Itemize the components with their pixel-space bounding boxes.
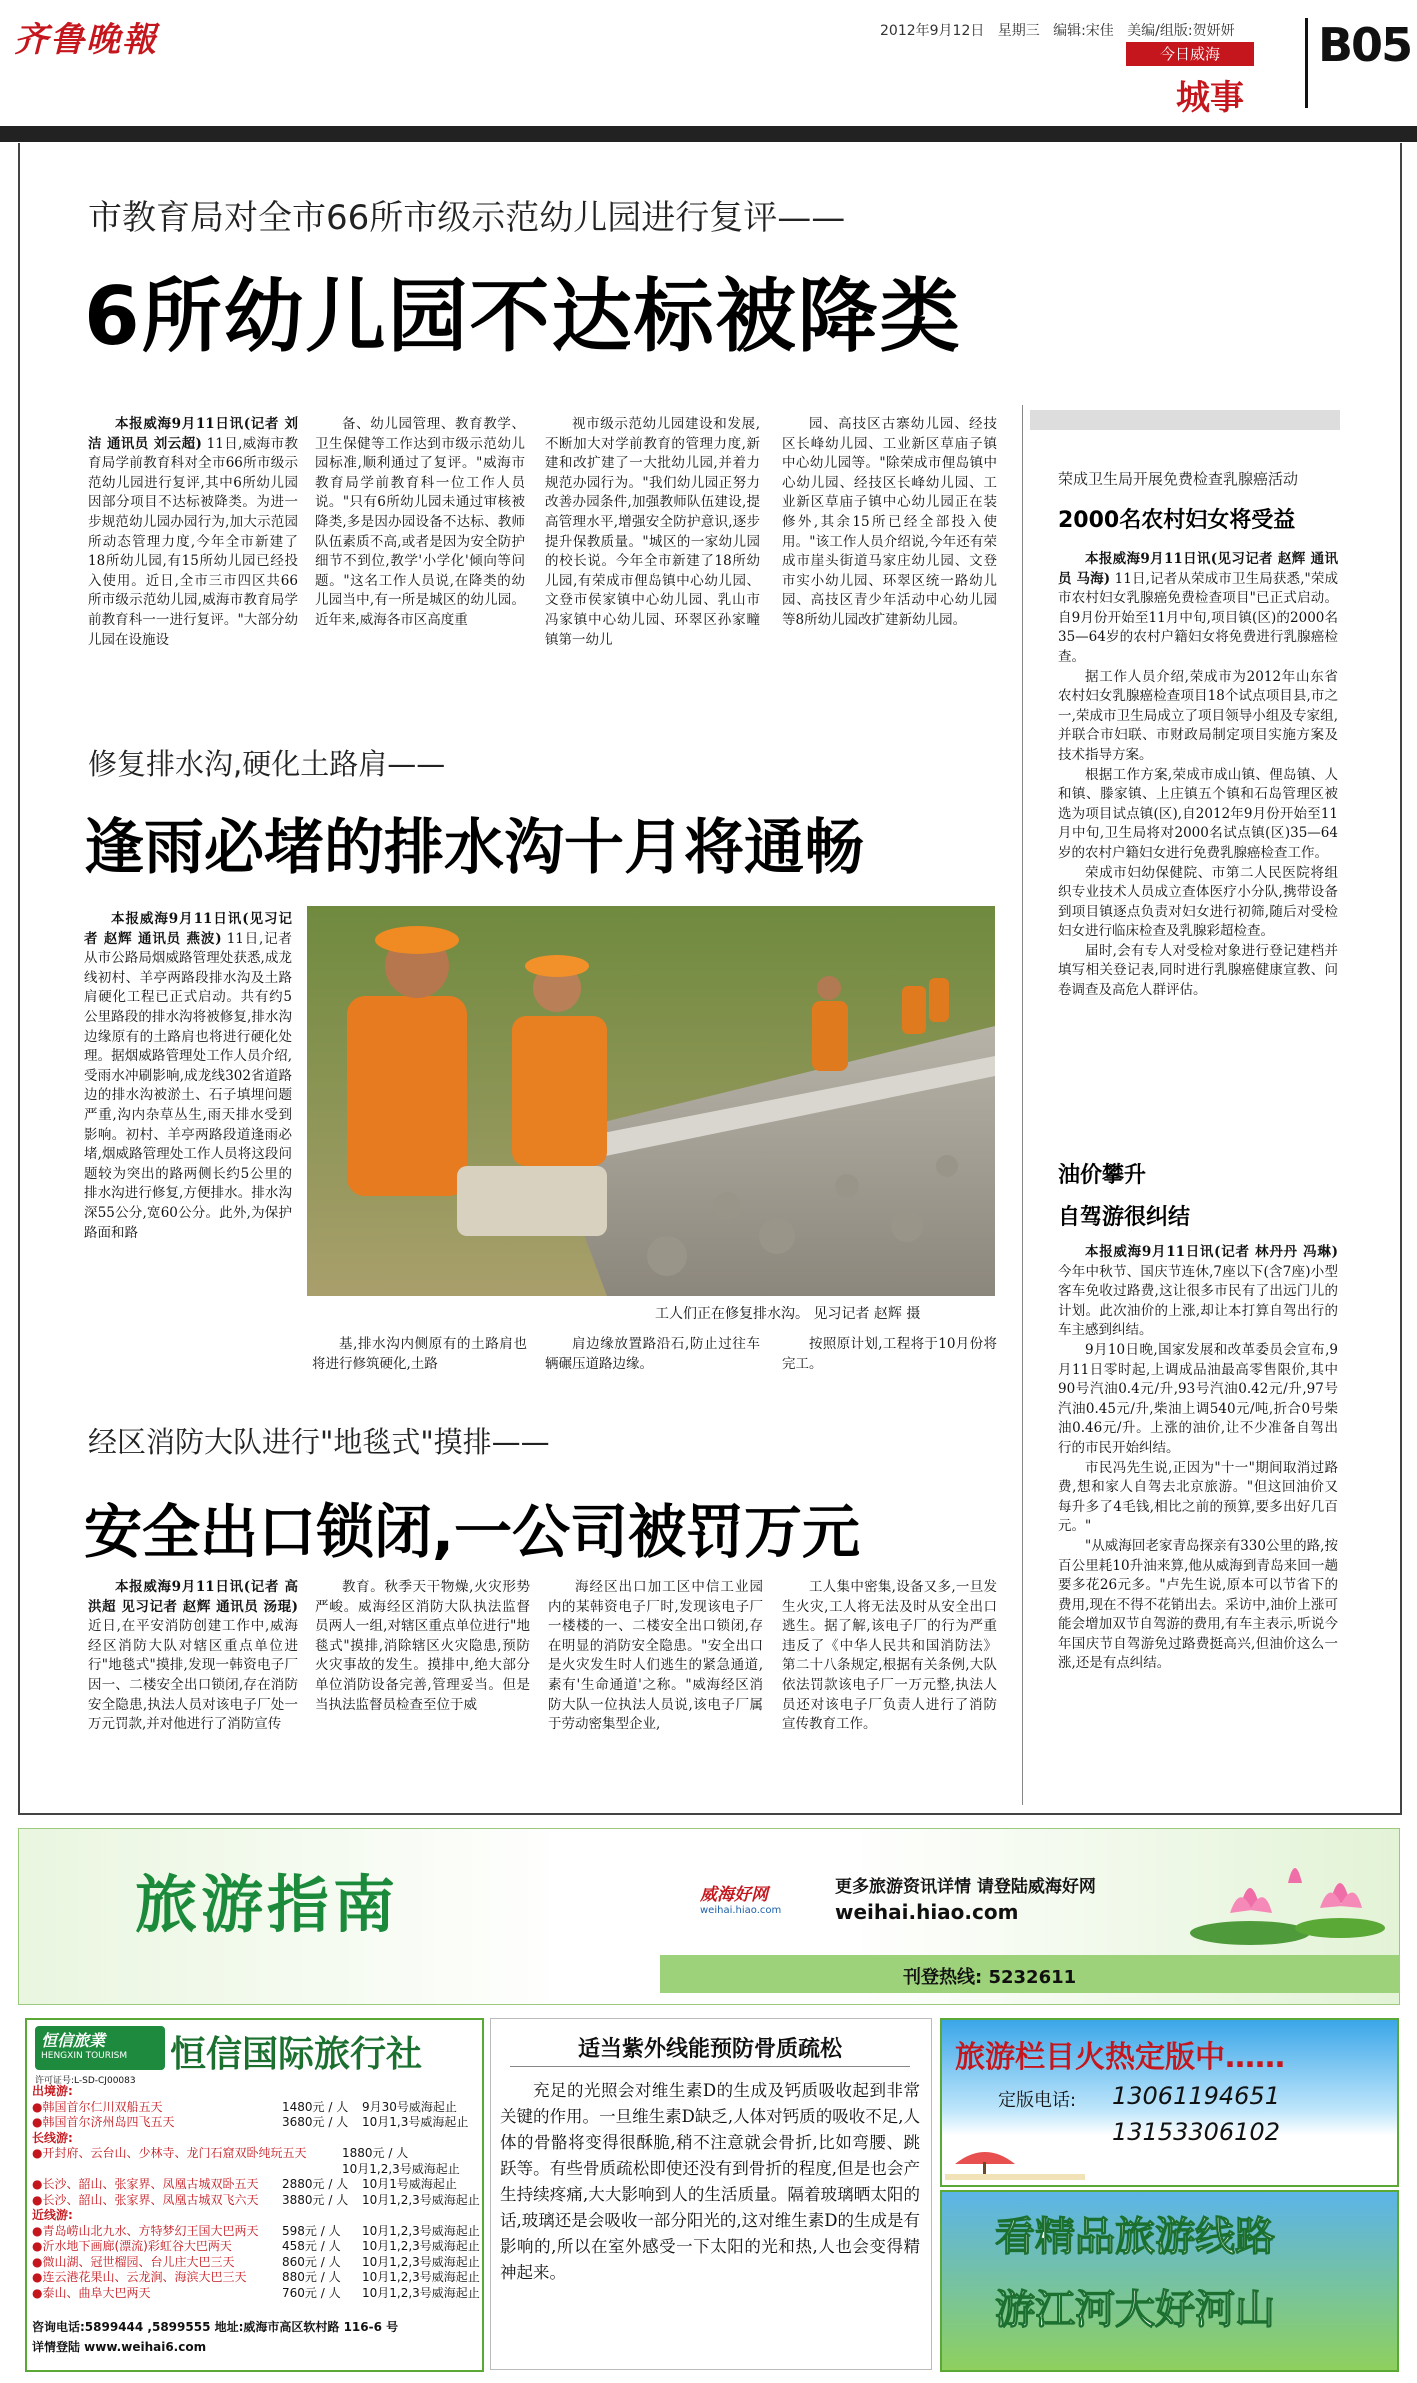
long-label: 长线游: [32, 2130, 73, 2145]
route-price: 1880元 / 人 [342, 2146, 409, 2160]
sidebar-header-bar [1030, 410, 1340, 430]
story3-col1 [88, 1578, 298, 1803]
route-name: ●连云港花果山、云龙涧、海滨大巴三天 [32, 2270, 247, 2284]
oil-byline: 本报威海9月11日讯(记者 林丹丹 冯琳) [1085, 1244, 1338, 1260]
story3-text-1: 近日,在平安消防创建工作中,威海经区消防大队对辖区重点单位进行"地毯式"摸排,发现一韩资电子厂因一、二楼安全出口锁闭,存在消防安全隐患,执法人员对该电子厂处一万元罚款,并对他进行了消防宣传 [88, 1618, 298, 1733]
story1-headline: 6所幼儿园不达标被降类 [84, 270, 962, 363]
sidebar-divider [1022, 405, 1023, 1805]
oil-para-3: 市民冯先生说,正因为"十一"期间取消过路费,想和家人自驾去北京旅游。"但这回油价又每升多了4毛钱,相比之前的预算,要多出好几百元。" [1058, 1459, 1338, 1535]
promo-phone-1[interactable]: 13061194651 [1112, 2082, 1280, 2110]
hotline [903, 1963, 1076, 1989]
story2-col1 [84, 910, 292, 1390]
health-title: 适当紫外线能预防骨质疏松 [577, 2037, 842, 2062]
site-logo-sub: weihai.hiao.com [700, 1905, 782, 1916]
beach-decoration [945, 2140, 1085, 2180]
story3-text-4: 工人集中密集,设备又多,一旦发生火灾,工人将无法及时从安全出口逃生。据了解,该电子厂的行为严重违反了《中华人民共和国消防法》第二十八条规定,根据有关条例,大队依法罚款该电子厂一万元整,执法人员还对该电子厂负责人进行了消防宣传教育工作。 [782, 1579, 997, 1733]
oil-headline-2: 自驾游很纠结 [1058, 1205, 1191, 1230]
site-logo [700, 1880, 812, 1922]
health-body [500, 2078, 920, 2363]
route-note: 9月30号威海起止 [362, 2099, 457, 2114]
health-title-rule [510, 2066, 910, 2067]
editor-credit: 编辑:宋佳 [1053, 23, 1114, 39]
health-text: 充足的光照会对维生素D的生成及钙质吸收起到非常关键的作用。一旦维生素D缺乏,人体对钙质的吸收不足,人体的骨骼将变得很酥脆,稍不注意就会骨折,比如弯腰、跳跃等。有些骨质疏松即使还没有到骨折的程度,但是也会产生持续疼痛,大大影响到人的生活质量。隔着玻璃晒太阳的话,玻璃还是会吸收一部分阳光的,这对维生素D的生成是有影响的,所以在室外感受一下太阳的光和热,人也会变得精神起来。 [500, 2081, 920, 2282]
section-title: 城事 [1176, 78, 1244, 118]
route-price: 2880元 / 人 [282, 2177, 349, 2191]
story3-kicker: 经区消防大队进行"地毯式"摸排—— [88, 1425, 550, 1459]
header-rule [0, 126, 1417, 142]
sidebar-kicker: 荣成卫生局开展免费检查乳腺癌活动 [1058, 470, 1299, 488]
route-name: ●长沙、韶山、张家界、凤凰古城双飞六天 [32, 2192, 259, 2207]
route-name: ●韩国首尔仁川双船五天 [32, 2099, 163, 2114]
route-row [32, 2192, 480, 2209]
route-price: 860元 / 人 [282, 2254, 341, 2269]
route-row [32, 2100, 476, 2116]
hengxin-routes [32, 2084, 480, 2301]
hengxin-logo-en: HENGXIN TOURISM [41, 2051, 128, 2061]
sidebar-para-3: 根据工作方案,荣成市成山镇、俚岛镇、人和镇、滕家镇、上庄镇五个镇和石岛管理区被选为项目试点镇(区),自2012年9月份开始至11月中旬,卫生局将对2000名试点镇(区)35—64岁的农村户籍妇女进行免费乳腺癌检查工作。 [1058, 766, 1338, 861]
hengxin-website[interactable]: 详情登陆 www.weihai6.com [32, 2340, 207, 2354]
route-name: ●微山湖、冠世榴园、台儿庄大巴三天 [32, 2254, 235, 2269]
route-name: ●长沙、韶山、张家界、凤凰古城双卧五天 [32, 2177, 259, 2191]
route-row [32, 2239, 480, 2255]
site-logo-name: 威海好网 [700, 1885, 768, 1905]
hengxin-name: 恒信国际旅行社 [170, 2034, 423, 2075]
story1-col1 [88, 415, 298, 700]
photo-caption: 工人们正在修复排水沟。 见习记者 赵辉 摄 [655, 1306, 921, 1322]
story2-headline: 逢雨必堵的排水沟十月将通畅 [84, 813, 864, 883]
issue-info [880, 20, 1235, 40]
route-row [32, 2146, 476, 2162]
story2-bottom-text-2: 肩边缘放置路沿石,防止过往车辆碾压道路边缘。 [545, 1336, 760, 1372]
route-note: 10月1,3号威海起止 [362, 2115, 469, 2129]
story3-col2 [315, 1578, 530, 1803]
hotline-label: 刊登热线: [903, 1967, 983, 1988]
route-name: ●开封府、云台山、少林寺、龙门石窟双卧纯玩五天 [32, 2146, 307, 2160]
route-row [32, 2177, 476, 2193]
story1-kicker: 市教育局对全市66所市级示范幼儿园进行复评—— [88, 198, 846, 238]
promo-line-2: 游江河大好河山 [995, 2287, 1275, 2333]
outbound-label: 出境游: [32, 2084, 73, 2098]
sidebar-headline: 2000名农村妇女将受益 [1058, 508, 1296, 533]
story3-text-3: 海经区出口加工区中信工业园内的某韩资电子厂时,发现该电子厂一楼楼的一、二楼安全出口锁闭,存在明显的消防安全隐患。"安全出口是火灾发生时人们逃生的紧急通道,素有'生命通道'之称。"威海经区消防大队一位执法人员说,该电子厂属于劳动密集型企业, [548, 1579, 763, 1733]
story1-col3 [545, 415, 760, 700]
route-row [32, 2223, 480, 2240]
drainage-repair-photo [307, 906, 995, 1296]
route-row [32, 2285, 480, 2302]
page-number: B05 [1318, 18, 1412, 72]
route-note: 10月1,2,3号威海起止 [362, 2254, 480, 2269]
story2-byline: 本报威海9月11日讯(见习记者 赵辉 通讯员 燕波) [84, 911, 292, 947]
umbrella-icon [945, 2140, 1085, 2180]
promo-phone-label: 定版电话: [998, 2090, 1077, 2111]
route-row [32, 2270, 480, 2286]
story3-text-2: 教育。秋季天干物燥,火灾形势严峻。威海经区消防大队执法监督员两人一组,对辖区重点单位进行"地毯式"摸排,消除辖区火灾隐患,预防火灾事故的发生。摸排中,绝大部分单位消防设备完善,管理妥当。但是当执法监督员检查至位于威 [315, 1579, 530, 1713]
route-name: ●韩国首尔济州岛四飞五天 [32, 2115, 175, 2129]
travel-slogan: 更多旅游资讯详情 请登陆威海好网 [835, 1877, 1096, 1897]
story1-col4 [782, 415, 997, 700]
story2-bottom-text-3: 按照原计划,工程将于10月份将完工。 [782, 1336, 997, 1372]
route-name: ●青岛崂山北九水、方特梦幻王国大巴两天 [32, 2223, 259, 2238]
story2-bottom-2 [545, 1335, 760, 1385]
story3-headline: 安全出口锁闭,一公司被罚万元 [84, 1498, 861, 1566]
oil-headline-1: 油价攀升 [1058, 1163, 1147, 1188]
section-tag: 今日威海 [1126, 42, 1254, 66]
issue-weekday: 星期三 [997, 23, 1040, 39]
route-note: 10月1,2,3号威海起止 [362, 2223, 480, 2238]
oil-body [1058, 1243, 1338, 1803]
oil-para-1: 今年中秋节、国庆节连休,7座以下(含7座)小型客车免收过路费,这让很多市民有了出远门儿的计划。此次油价的上涨,却让本打算自驾出行的车主感到纠结。 [1058, 1263, 1338, 1339]
oil-para-4: "从威海回老家青岛探亲有330公里的路,按百公里耗10升油来算,他从威海到青岛来回一趟要多花26元多。"卢先生说,原本可以节省下的费用,现在不得不花销出去。采访中,油价上涨可能会增加双节自驾游的费用,有车主表示,听说今年国庆节自驾游免过路费挺高兴,但油价这么一涨,还是有点纠结。 [1058, 1537, 1338, 1672]
route-note-row [32, 2162, 476, 2178]
sidebar-para-4: 荣成市妇幼保健院、市第二人民医院将组织专业技术人员成立查体医疗小分队,携带设备到项目镇逐点负责对妇女进行初筛,随后对受检妇女进行临床检查及乳腺彩超检查。 [1058, 864, 1338, 940]
story1-text-4: 园、高技区古寨幼儿园、经技区长峰幼儿园、工业新区草庙子镇中心幼儿园等。"除荣成市俚岛镇中心幼儿园、经技区长峰幼儿园、工业新区草庙子镇中心幼儿园正在装修外,其余15所已经全部投入使用。"该工作人员介绍说,今年还有荣成市崖头街道马家庄幼儿园、文登市实小幼儿园、环翠区统一路幼儿园、高技区青少年活动中心幼儿园等8所幼儿园改扩建新幼儿园。 [782, 416, 997, 628]
sidebar-byline: 本报威海9月11日讯(见习记者 赵辉 通讯员 马海) [1058, 551, 1338, 587]
story2-text: 11日,记者从市公路局烟威路管理处获悉,成龙线初村、羊亭两路段排水沟及土路肩硬化工程已正式启动。共有约5公里路段的排水沟将被修复,排水沟边缘原有的土路肩也将进行硬化处理。据烟威路管理处工作人员介绍,受雨水冲刷影响,成龙线302省道路边的排水沟被淤土、石子填埋问题严重,沟内杂草丛生,雨天排水受到影响。初村、羊亭两路段道逢雨必堵,烟威路管理处工作人员将这段问题较为突出的路两侧长约5公里的排水沟进行修复,方便排水。排水沟深55公分,宽60公分。此外,为保护路面和路 [84, 930, 292, 1241]
travel-url[interactable]: weihai.hiao.com [835, 1900, 1019, 1924]
route-row [32, 2115, 476, 2131]
route-price: 598元 / 人 [282, 2223, 341, 2238]
story2-bottom-text-1: 基,排水沟内侧原有的土路肩也将进行修筑硬化,土路 [312, 1336, 527, 1372]
travel-guide-title: 旅游指南 [135, 1868, 400, 1941]
header-divider [1305, 18, 1308, 108]
sidebar-para-1: 11日,记者从荣成市卫生局获悉,"荣成市农村妇女乳腺癌免费检查项目"已正式启动。自9月份开始至11月中旬,项目镇(区)的2000名35—64岁的农村户籍妇女将免费进行乳腺癌检查。 [1058, 570, 1338, 665]
route-note: 10月1,2,3号威海起止 [362, 2270, 480, 2284]
route-name: ●泰山、曲阜大巴两天 [32, 2285, 151, 2300]
oil-para-2: 9月10日晚,国家发展和改革委员会宣布,9月11日零时起,上调成品油最高零售限价,其中90号汽油0.4元/升,93号汽油0.42元/升,97号汽油0.45元/升,柴油上调540元/吨,折合0号柴油0.46元/升。上涨的油价,让不少准备自驾出行的市民开始纠结。 [1058, 1341, 1338, 1456]
story1-text-3: 视市级示范幼儿园建设和发展,不断加大对学前教育的管理力度,新建和改扩建了一大批幼儿园,并着力规范办园行为。"我们幼儿园正努力改善办园条件,加强教师队伍建设,提高管理水平,增强安全防护意识,逐步提升保教质量。"城区的一家幼儿园的校长说。今年全市新建了18所幼儿园,有荣成市俚岛镇中心幼儿园、文登市侯家镇中心幼儿园、乳山市冯家镇中心幼儿园、环翠区孙家疃镇第一幼儿 [545, 416, 760, 648]
route-price: 3880元 / 人 [282, 2192, 349, 2207]
route-price: 1480元 / 人 [282, 2099, 349, 2114]
story1-col2 [315, 415, 525, 700]
route-price: 880元 / 人 [282, 2270, 341, 2284]
story1-text-2: 备、幼儿园管理、教育教学、卫生保健等工作达到市级示范幼儿园标准,顺利通过了复评。"威海市教育局学前教育科一位工作人员说。"只有6所幼儿园未通过审核被降类,多是因办园设备不达标、教师队伍素质不高,或者是因为安全防护细节不到位,教学'小学化'倾向等问题。"这名工作人员说,在降类的幼儿园当中,有一所是城区的幼儿园。近年来,威海各市区高度重 [315, 416, 525, 628]
story3-col4 [782, 1578, 997, 1803]
route-name: ●沂水地下画廊(漂流)彩虹谷大巴两天 [32, 2239, 232, 2253]
route-note: 10月1,2,3号威海起止 [362, 2285, 480, 2300]
story2-bottom-1 [312, 1335, 527, 1385]
newspaper-logo: 齐鲁晚報 [14, 20, 158, 60]
route-note: 10月1,2,3号威海起止 [342, 2161, 460, 2176]
story2-kicker: 修复排水沟,硬化土路肩—— [88, 747, 446, 781]
route-row [32, 2254, 480, 2271]
sidebar-para-5: 届时,会有专人对受检对象进行登记建档并填写相关登记表,同时进行乳腺癌健康宣教、问卷调查及高危人群评估。 [1058, 942, 1338, 999]
route-note: 10月1,2,3号威海起止 [362, 2192, 480, 2207]
route-price: 760元 / 人 [282, 2285, 341, 2300]
promo-phone-2[interactable]: 13153306102 [1112, 2118, 1280, 2146]
workers-photo-illustration [307, 906, 995, 1296]
hengxin-contact: 咨询电话:5899444 ,5899555 地址:威海市高区软村路 116-6 号 [32, 2320, 399, 2334]
designer-credit: 美编/组版:贺妍妍 [1127, 23, 1235, 39]
sidebar-body [1058, 550, 1338, 1130]
hengxin-license: 许可证号:L-SD-CJ00083 [35, 2076, 136, 2086]
route-price: 458元 / 人 [282, 2239, 341, 2253]
lotus-decoration [1180, 1838, 1390, 1948]
story3-byline: 本报威海9月11日讯(记者 高洪超 见习记者 赵辉 通讯员 汤琨) [88, 1579, 298, 1615]
story1-text-1: 11日,威海市教育局学前教育科对全市66所市级示范幼儿园进行复评,其中6所幼儿园因部分项目不达标被降类。为进一步规范幼儿园办园行为,加大示范园所动态管理力度,今年全市新建了18所幼儿园,有15所幼儿园已经投入使用。近日,全市三市四区共66所市级示范幼儿园,威海市教育局学前教育科一一进行复评。"大部分幼儿园在设施设 [88, 435, 298, 648]
near-label: 近线游: [32, 2208, 73, 2222]
story2-bottom-3 [782, 1335, 997, 1385]
hotline-number[interactable]: 5232611 [988, 1967, 1077, 1988]
hengxin-logo-cn: 恒信旅業 [41, 2031, 106, 2050]
issue-date: 2012年9月12日 [880, 23, 985, 39]
story1-byline: 本报威海9月11日讯(记者 刘洁 通讯员 刘云超) [88, 416, 298, 452]
lotus-icon [1180, 1838, 1390, 1948]
sidebar-para-2: 据工作人员介绍,荣成市为2012年山东省农村妇女乳腺癌检查项目18个试点项目县,市之一,荣成市卫生局成立了项目领导小组及专家组,并联合市妇联、市财政局制定项目实施方案及技术指导方案。 [1058, 668, 1338, 763]
promo-line-1: 看精品旅游线路 [995, 2214, 1275, 2260]
hengxin-logo [35, 2026, 165, 2070]
promo-title: 旅游栏目火热定版中…… [955, 2040, 1285, 2075]
route-note: 10月1,2,3号威海起止 [362, 2239, 480, 2253]
route-note: 10月1号威海起止 [362, 2177, 457, 2191]
route-price: 3680元 / 人 [282, 2115, 349, 2129]
story3-col3 [548, 1578, 763, 1803]
